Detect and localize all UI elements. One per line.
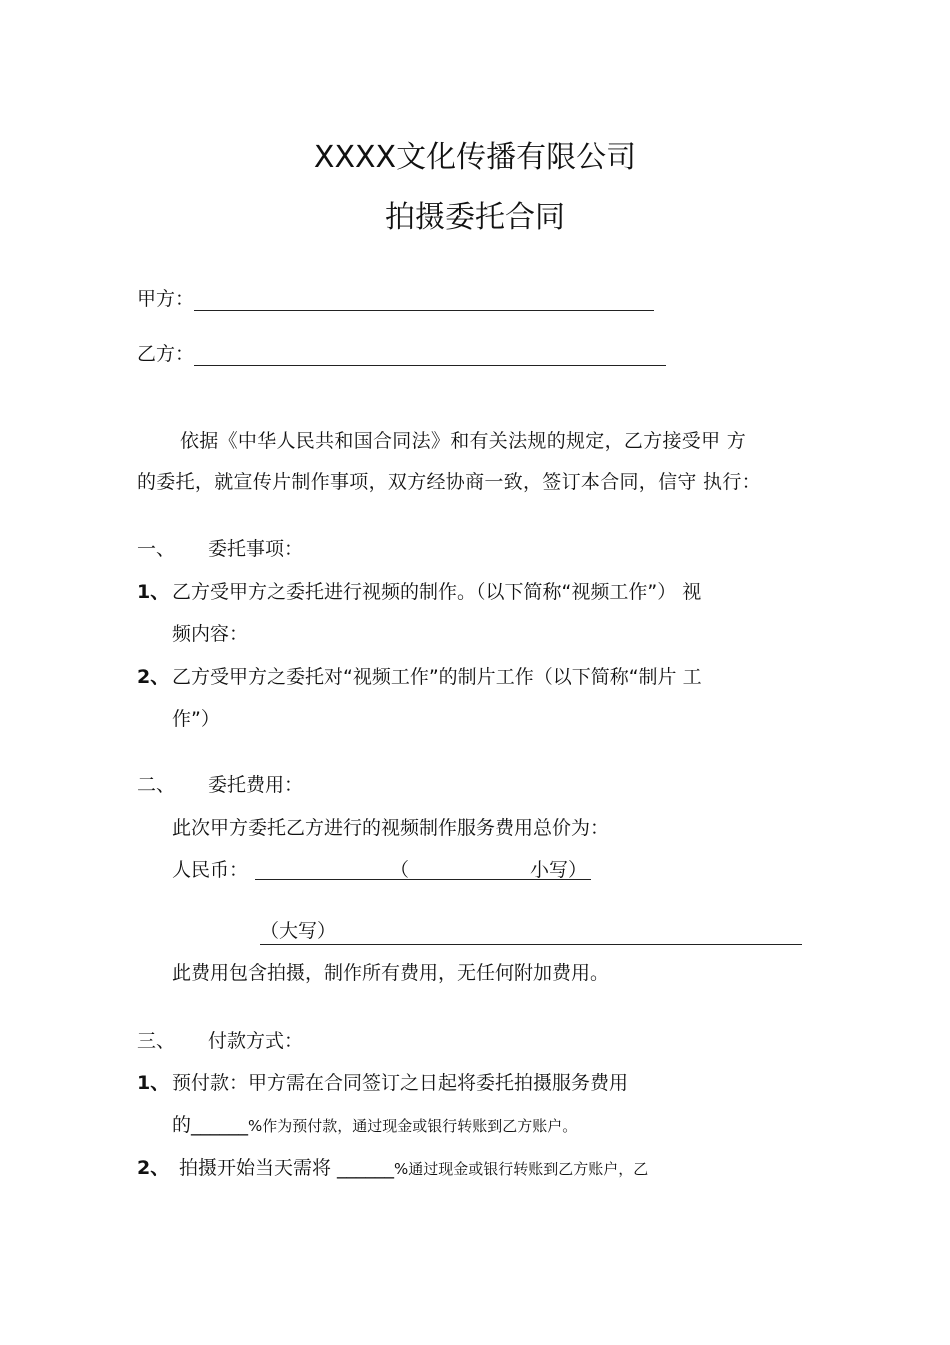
fee-total-line: 此次甲方委托乙方进行的视频制作服务费用总价为： <box>172 817 610 839</box>
intro-line-1: 依据《中华人民共和国合同法》和有关法规的规定，乙方接受甲 方 <box>180 430 747 452</box>
section-1-item-1-line-2: 频内容： <box>172 623 249 645</box>
prepay-percent-blank[interactable]: 的______ <box>172 1114 249 1136</box>
section-1-heading: 委托事项： <box>208 538 304 560</box>
fee-inclusion-note: 此费用包含拍摄，制作所有费用，无任何附加费用。 <box>172 962 610 984</box>
rmb-lowercase-label: 小写） <box>530 859 588 881</box>
section-2-number: 二、 <box>137 774 176 796</box>
party-a-blank[interactable] <box>194 290 654 311</box>
section-3-item-2-number: 2、 <box>137 1157 170 1179</box>
section-3-item-1-number: 1、 <box>137 1072 170 1094</box>
document-title: 拍摄委托合同 <box>385 200 565 235</box>
section-3-item-2-line-1 <box>179 1156 648 1181</box>
party-b-label: 乙方： <box>137 343 195 365</box>
prepay-percent-text: %作为预付款，通过现金或银行转账到乙方账户。 <box>248 1117 578 1135</box>
intro-line-2: 的委托，就宣传片制作事项，双方经协商一致，签订本合同，信守 执行： <box>137 471 761 493</box>
section-3-item-1-line-1: 预付款：甲方需在合同签订之日起将委托拍摄服务费用 <box>172 1072 629 1094</box>
section-1-item-2-number: 2、 <box>137 666 170 688</box>
party-a-line <box>137 287 654 311</box>
section-3-number: 三、 <box>137 1030 176 1052</box>
company-name: XXXX文化传播有限公司 <box>313 140 637 175</box>
shoot-day-percent-blank[interactable]: 拍摄开始当天需将 ______ <box>179 1157 395 1179</box>
shoot-day-percent-text: %通过现金或银行转账到乙方账户，乙 <box>394 1160 649 1178</box>
party-b-line <box>137 342 666 366</box>
section-2-heading: 委托费用： <box>208 774 304 796</box>
section-1-item-2-line-2: 作”） <box>172 708 220 730</box>
party-b-blank[interactable] <box>194 345 666 366</box>
section-3-item-1-line-2 <box>172 1113 577 1138</box>
section-1-item-1-line-1: 乙方受甲方之委托进行视频的制作。（以下简称“视频工作”） 视 <box>172 581 702 603</box>
rmb-paren-open: （ <box>390 859 410 881</box>
rmb-uppercase-blank[interactable] <box>260 944 802 945</box>
section-1-number: 一、 <box>137 538 176 560</box>
section-1-item-2-line-1: 乙方受甲方之委托对“视频工作”的制片工作（以下简称“制片 工 <box>172 666 702 688</box>
rmb-label: 人民币： <box>172 859 249 881</box>
section-1-item-1-number: 1、 <box>137 581 170 603</box>
rmb-uppercase-label: （大写） <box>260 920 337 942</box>
section-3-heading: 付款方式： <box>208 1030 304 1052</box>
party-a-label: 甲方： <box>137 288 195 310</box>
